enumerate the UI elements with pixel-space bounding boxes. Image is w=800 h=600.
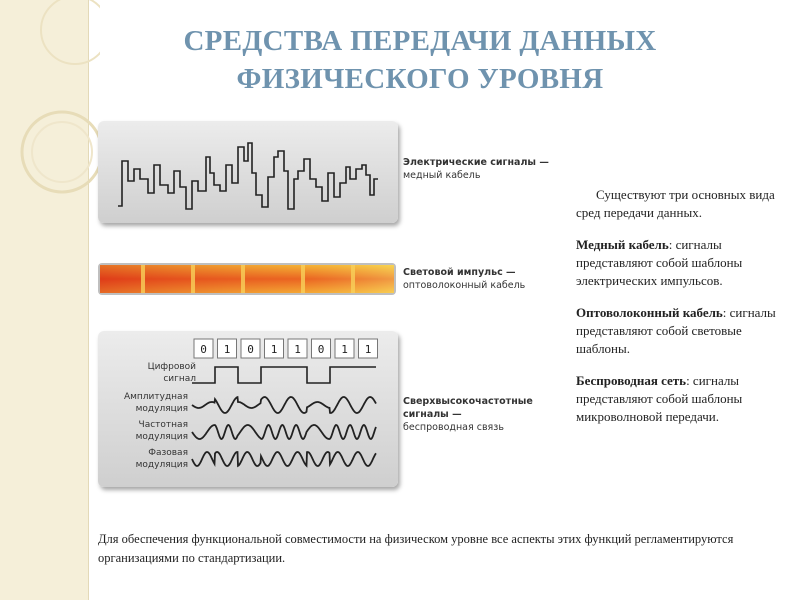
copper-term: Медный кабель [576, 237, 669, 252]
microwave-label-title-1: Сверхвысокочастотные [403, 396, 533, 407]
title-line-2: ФИЗИЧЕСКОГО УРОВНЯ [236, 63, 604, 95]
row-label-frequency-1: Частотная [138, 420, 188, 430]
title-line-1: СРЕДСТВА ПЕРЕДАЧИ ДАННЫХ [183, 25, 657, 57]
bit-value: 1 [270, 343, 278, 356]
microwave-label [403, 395, 533, 434]
bit-value: 1 [294, 343, 301, 356]
electric-label-title: Электрические сигналы — [403, 157, 549, 168]
row-label-digital [116, 361, 196, 385]
fiber-term: Оптоволоконный кабель [576, 305, 723, 320]
fiber-paragraph [576, 304, 776, 358]
row-label-frequency-2: модуляция [135, 432, 188, 442]
copper-paragraph [576, 236, 776, 290]
fiber-desc: : сигналы представляют собой световые шаблоны. [576, 305, 776, 356]
phase-modulation-wave [192, 452, 376, 466]
row-label-amplitude [106, 391, 188, 415]
row-label-phase-1: Фазовая [148, 448, 188, 458]
electric-label-sub: медный кабель [403, 170, 481, 181]
bit-value: 1 [223, 343, 231, 356]
row-label-digital-2: сигнал [163, 374, 196, 384]
bit-value: 1 [364, 343, 372, 356]
intro-paragraph: Существуют три основных вида сред передачи данных. [576, 187, 775, 220]
electric-signal-waveform [98, 121, 398, 223]
light-label [403, 266, 525, 292]
row-label-amplitude-1: Амплитудная [123, 392, 188, 402]
right-description [576, 186, 776, 440]
bit-value: 1 [341, 343, 348, 356]
electric-label [403, 156, 549, 182]
row-label-amplitude-2: модуляция [135, 404, 188, 414]
light-label-sub: оптоволоконный кабель [403, 280, 526, 291]
copper-desc: : сигналы представляют собой шаблоны электрических импульсов. [576, 237, 743, 288]
bottom-note: Для обеспечения функциональной совместимости на физическом уровне все аспекты этих функций регламентируются организациями по стандартизации. [98, 532, 734, 565]
page-title [140, 22, 700, 98]
light-pulse-bar [96, 259, 400, 299]
row-label-frequency [106, 419, 188, 443]
microwave-label-sub: беспроводная связь [403, 422, 504, 433]
microwave-label-title-2: сигналы — [403, 409, 462, 420]
row-label-phase [106, 447, 188, 471]
wireless-desc: : сигналы представляют собой шаблоны микроволновой передачи. [576, 373, 743, 424]
row-label-digital-1: Цифровой [147, 362, 196, 372]
row-label-phase-2: модуляция [135, 460, 188, 470]
light-label-title: Световой импульс — [403, 267, 516, 278]
wireless-paragraph [576, 372, 776, 426]
frequency-modulation-wave [192, 425, 376, 439]
bit-value: 0 [200, 343, 207, 356]
bit-value: 0 [247, 343, 254, 356]
amplitude-modulation-wave [192, 397, 376, 413]
wireless-term: Беспроводная сеть [576, 373, 687, 388]
bit-value: 0 [317, 343, 325, 356]
decor-circles [0, 0, 100, 260]
